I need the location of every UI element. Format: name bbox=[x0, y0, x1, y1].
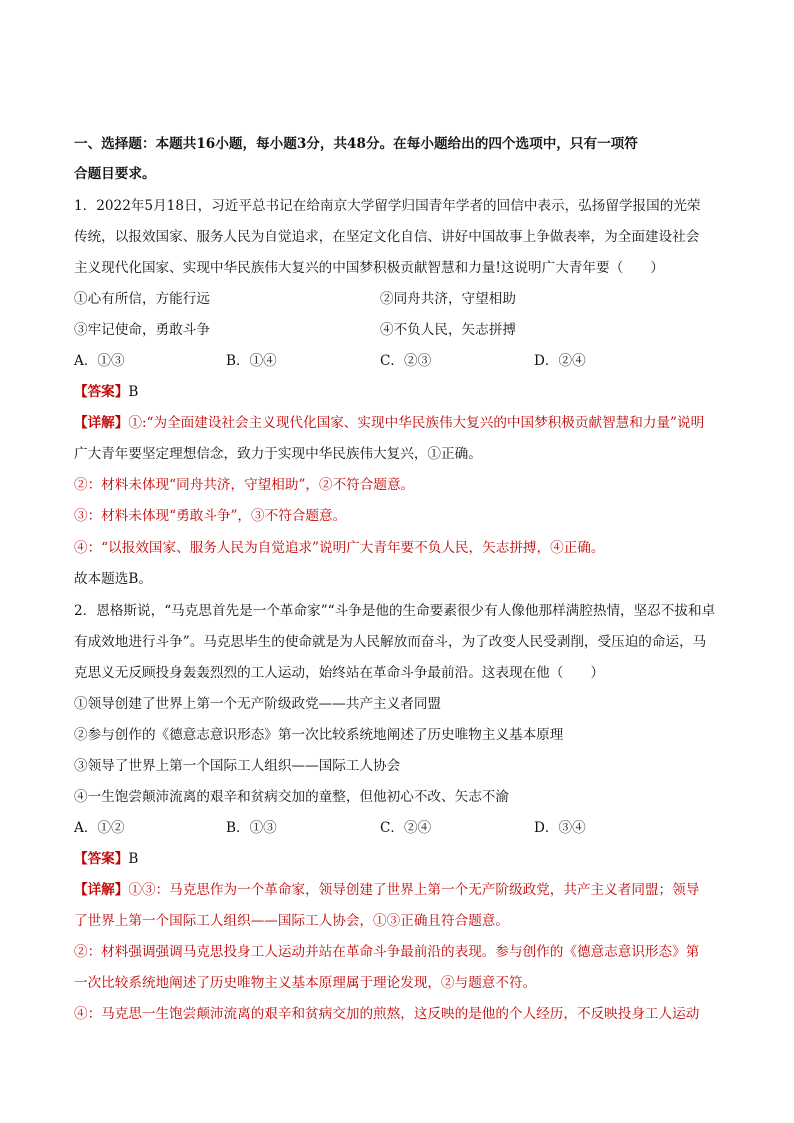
q2-item-2: ②参与创作的《德意志意识形态》第一次比较系统地阐述了历史唯物主义基本原理 bbox=[74, 727, 564, 743]
q1-stem-line-2: 传统，以报效国家、服务人民为自觉追求，在坚定文化自信、讲好中国故事上争做表率，为全面建设社会 bbox=[74, 229, 700, 245]
q1-detail-line-1 bbox=[74, 413, 734, 433]
q1-answer-value: B bbox=[128, 384, 139, 400]
q2-detail-label: 【详解】 bbox=[74, 882, 129, 898]
q1-answer-label: 【答案】 bbox=[74, 384, 129, 400]
q2-stem-line-2: 有成效地进行斗争”。马克思毕生的使命就是为人民解放而奋斗，为了改变人民受剥削，受压迫的命运，马 bbox=[74, 634, 707, 650]
q1-detail-line-5: ④：“以报效国家、服务人民为自觉追求”说明广大青年要不负人民，矢志拼搏，④正确。 bbox=[74, 540, 605, 556]
q1-item-1: ①心有所信，方能行远 bbox=[74, 291, 210, 307]
q1-detail-text-1: ①:“为全面建设社会主义现代化国家、实现中华民族伟大复兴的中国梦积极贡献智慧和力量”说明 bbox=[128, 415, 705, 431]
q1-stem-line-3: 主义现代化国家、实现中华民族伟大复兴的中国梦积极贡献智慧和力量!这说明广大青年要（ ） bbox=[74, 260, 664, 276]
q1-choice-a: A．①③ bbox=[74, 353, 125, 369]
q2-item-3: ③领导了世界上第一个国际工人组织——国际工人协会 bbox=[74, 758, 401, 774]
q1-item-2: ②同舟共济，守望相助 bbox=[380, 291, 516, 307]
q1-detail-line-2: 广大青年要坚定理想信念，致力于实现中华民族伟大复兴，①正确。 bbox=[74, 446, 482, 462]
q2-answer-label: 【答案】 bbox=[74, 851, 129, 867]
q2-item-4: ④一生饱尝颠沛流离的艰辛和贫病交加的童整，但他初心不改、矢志不渝 bbox=[74, 789, 509, 805]
q2-answer-value: B bbox=[128, 851, 139, 867]
q1-answer bbox=[74, 382, 734, 402]
q1-item-3: ③牢记使命，勇敢斗争 bbox=[74, 322, 210, 338]
q2-item-1: ①领导创建了世界上第一个无产阶级政党——共产主义者同盟 bbox=[74, 696, 442, 712]
q1-detail-line-6: 故本题选B。 bbox=[74, 571, 152, 587]
q1-detail-line-3: ②：材料未体现“同舟共济，守望相助”，②不符合题意。 bbox=[74, 477, 415, 493]
q2-stem-line-1: 2．恩格斯说，“马克思首先是一个革命家”“斗争是他的生命要素很少有人像他那样满腔热情，坚忍不拔和卓 bbox=[74, 603, 716, 619]
q2-detail-line-5: ④：马克思一生饱尝颠沛流离的艰辛和贫病交加的煎熬，这反映的是他的个人经历，不反映投身工人运动 bbox=[74, 1006, 700, 1022]
q2-detail-line-2: 了世界上第一个国际工人组织——国际工人协会，①③正确且符合题意。 bbox=[74, 913, 509, 929]
q2-detail-line-3: ②：材料强调强调马克思投身工人运动并站在革命斗争最前沿的表现。参与创作的《德意志意识形态》第 bbox=[74, 944, 700, 960]
q1-choice-b: B．①④ bbox=[226, 353, 277, 369]
q2-detail-text-1: ①③：马克思作为一个革命家，领导创建了世界上第一个无产阶级政党，共产主义者同盟；领导 bbox=[128, 882, 700, 898]
q2-detail-line-1 bbox=[74, 880, 734, 900]
q2-choice-b: B．①③ bbox=[226, 820, 277, 836]
section-header-line-2: 合题目要求。 bbox=[74, 166, 156, 182]
q1-detail-line-4: ③：材料未体现“勇敢斗争”，③不符合题意。 bbox=[74, 508, 347, 524]
q2-choice-d: D．③④ bbox=[534, 820, 586, 836]
q1-choice-d: D．②④ bbox=[534, 353, 586, 369]
q2-stem-line-3: 克思义无反顾投身轰轰烈烈的工人运动，始终站在革命斗争最前沿。这表现在他（ ） bbox=[74, 665, 605, 681]
q1-choice-c: C．②③ bbox=[380, 353, 432, 369]
q2-choice-c: C．②④ bbox=[380, 820, 432, 836]
q2-detail-line-4: 一次比较系统地阐述了历史唯物主义基本原理属于理论发现，②与题意不符。 bbox=[74, 975, 537, 991]
q2-answer bbox=[74, 849, 734, 869]
section-header-line-1: 一、选择题：本题共16小题，每小题3分，共48分。在每小题给出的四个选项中，只有一项符 bbox=[74, 136, 638, 152]
q1-stem-line-1: 1．2022年5月18日，习近平总书记在给南京大学留学归国青年学者的回信中表示，弘扬留学报国的光荣 bbox=[74, 198, 701, 214]
q1-item-4: ④不负人民，矢志拼搏 bbox=[380, 322, 516, 338]
q1-detail-label: 【详解】 bbox=[74, 415, 129, 431]
q2-choice-a: A．①② bbox=[74, 820, 125, 836]
